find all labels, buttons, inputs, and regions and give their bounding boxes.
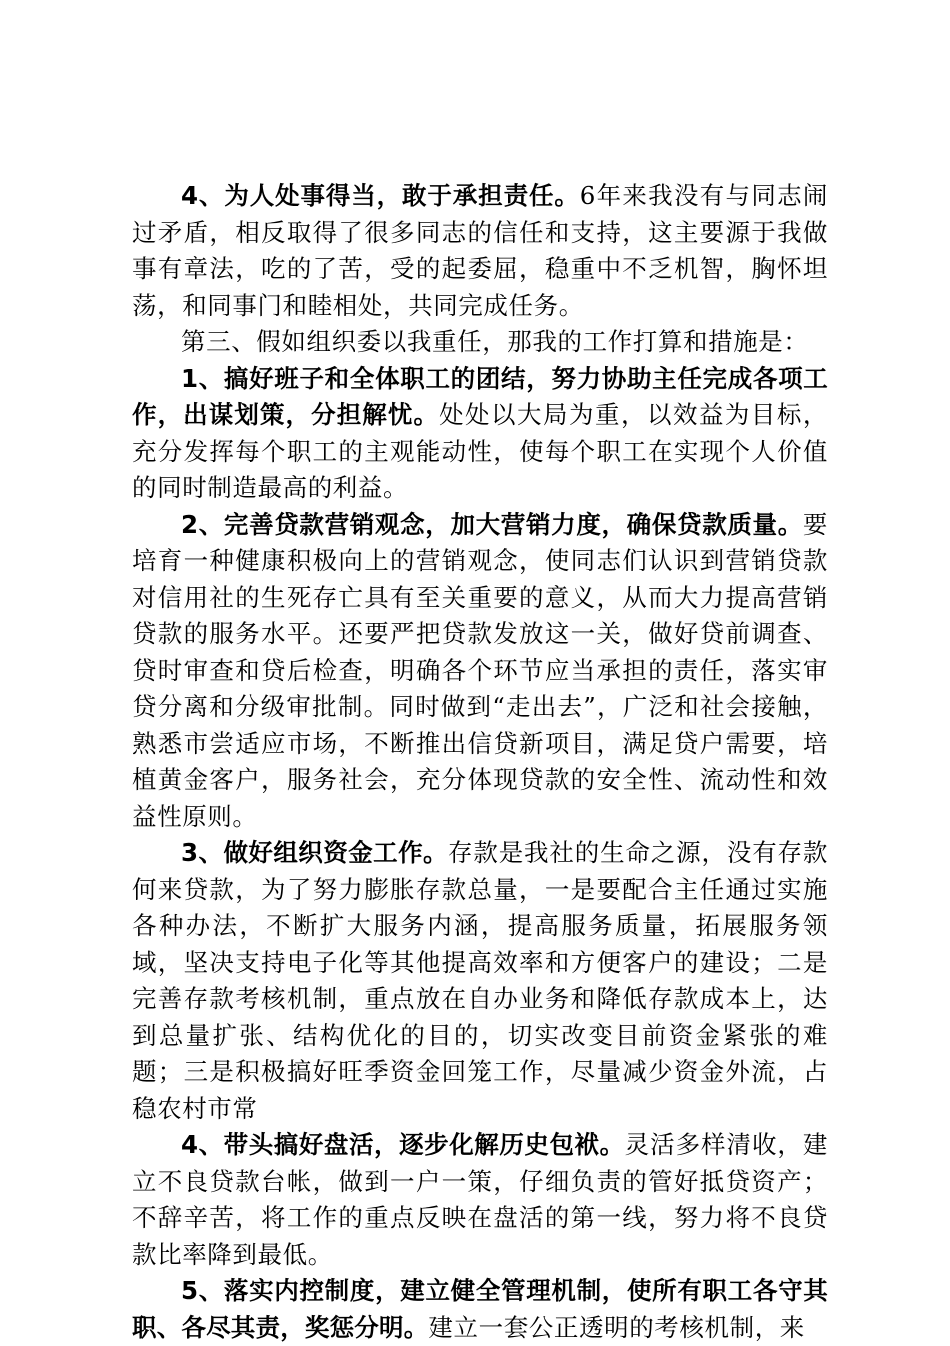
paragraph-lead: 2、完善贷款营销观念，加大营销力度，确保贷款质量。: [181, 509, 803, 539]
section-heading-third: [132, 324, 828, 361]
paragraph-text: 存款是我社的生命之源，没有存款何来贷款，为了努力膨胀存款总量，一是要配合主任通过实施各种办法，不断扩大服务内涵，提高服务质量，拓展服务领域，坚决支持电子化等其他提高效率和方便客户的建设；二是完善存款考核机制，重点放在自办业务和降低存款成本上，达到总量扩张、结构优化的目的，切实改变目前资金紧张的难题；三是积极搞好旺季资金回笼工作，尽量减少资金外流，占稳农村市常: [132, 838, 828, 1123]
paragraph-point-4-revitalize: [132, 1127, 828, 1273]
paragraph-point-5-internal-control: [132, 1273, 828, 1346]
paragraph-lead: 5、落实内控制度，建立健全管理机制，使所有职工各守其职、各尽其责，奖惩分明。: [132, 1276, 828, 1342]
paragraph-lead: 1、搞好班子和全体职工的团结，努力协助主任完成各项工作，出谋划策，分担解忧。: [132, 363, 828, 429]
paragraph-point-1-unity: [132, 361, 828, 507]
section-heading-text: 第三、假如组织委以我重任，那我的工作打算和措施是：: [181, 327, 809, 356]
document-body: [132, 178, 828, 1346]
paragraph-text: 灵活多样清收，建立不良贷款台帐，做到一户一策，仔细负责的管好抵贷资产；不辞辛苦，将工作的重点反映在盘活的第一线，努力将不良贷款比率降到最低。: [132, 1130, 828, 1269]
paragraph-text: 6年来我没有与同志闹过矛盾，相反取得了很多同志的信任和支持，这主要源于我做事有章法，吃的了苦，受的起委屈，稳重中不乏机智，胸怀坦荡，和同事门和睦相处，共同完成任务。: [132, 181, 828, 320]
paragraph-point-2-loan-marketing: [132, 507, 828, 836]
paragraph-text: 处处以大局为重，以效益为目标，充分发挥每个职工的主观能动性，使每个职工在实现个人价值的同时制造最高的利益。: [132, 400, 828, 502]
paragraph-lead: 4、带头搞好盘活，逐步化解历史包袱。: [181, 1130, 625, 1159]
paragraph-lead: 4、为人处事得当，敢于承担责任。: [181, 181, 580, 210]
paragraph-point-4-conduct: [132, 178, 828, 324]
paragraph-text: 建立一套公正透明的考核机制，来: [428, 1312, 805, 1342]
paragraph-text: 要培育一种健康积极向上的营销观念，使同志们认识到营销贷款对信用社的生死存亡具有至关重要的意义，从而大力提高营销贷款的服务水平。还要严把贷款发放这一关，做好贷前调查、贷时审查和贷后检查，明确各个环节应当承担的责任，落实审贷分离和分级审批制。同时做到“走出去”，广泛和社会接触，熟悉市尝适应市场，不断推出信贷新项目，满足贷户需要，培植黄金客户，服务社会，充分体现贷款的安全性、流动性和效益性原则。: [132, 509, 828, 831]
paragraph-lead: 3、做好组织资金工作。: [181, 838, 448, 867]
paragraph-point-3-funds: [132, 835, 828, 1127]
